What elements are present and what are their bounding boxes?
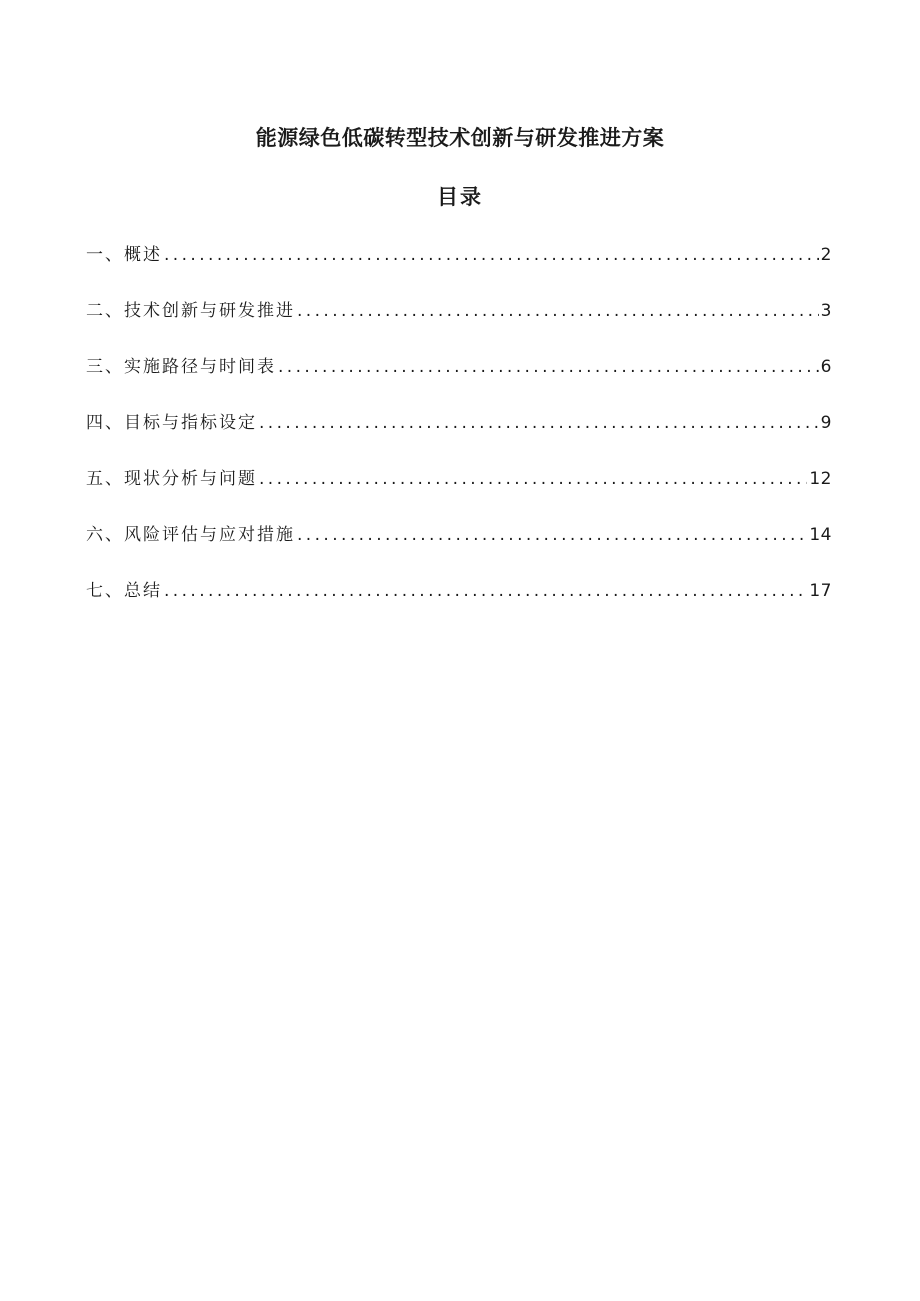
- toc-entry-page: 2: [820, 245, 832, 265]
- toc-entry-label: 二、技术创新与研发推进: [86, 301, 295, 321]
- toc-dot-leader: [259, 413, 819, 433]
- toc-heading: 目录: [437, 185, 483, 209]
- toc-entry-risk-assessment[interactable]: [86, 520, 832, 576]
- toc-entry-page: 17: [809, 581, 832, 601]
- toc-entry-summary[interactable]: [86, 576, 832, 632]
- table-of-contents: [86, 240, 832, 632]
- toc-entry-page: 9: [820, 413, 832, 433]
- toc-entry-label: 三、实施路径与时间表: [86, 357, 276, 377]
- toc-entry-label: 五、现状分析与问题: [86, 469, 257, 489]
- toc-entry-page: 6: [820, 357, 832, 377]
- toc-entry-goals[interactable]: [86, 408, 832, 464]
- toc-dot-leader: [297, 301, 819, 321]
- toc-dot-leader: [164, 581, 807, 601]
- toc-dot-leader: [297, 525, 807, 545]
- toc-entry-implementation-path[interactable]: [86, 352, 832, 408]
- toc-entry-overview[interactable]: [86, 240, 832, 296]
- toc-entry-label: 六、风险评估与应对措施: [86, 525, 295, 545]
- toc-entry-tech-innovation[interactable]: [86, 296, 832, 352]
- toc-entry-page: 3: [820, 301, 832, 321]
- toc-entry-status-analysis[interactable]: [86, 464, 832, 520]
- toc-entry-page: 14: [809, 525, 832, 545]
- toc-entry-label: 七、总结: [86, 581, 162, 601]
- toc-entry-label: 四、目标与指标设定: [86, 413, 257, 433]
- toc-dot-leader: [278, 357, 819, 377]
- toc-entry-page: 12: [809, 469, 832, 489]
- toc-entry-label: 一、概述: [86, 245, 162, 265]
- document-title: 能源绿色低碳转型技术创新与研发推进方案: [255, 126, 665, 150]
- toc-dot-leader: [259, 469, 807, 489]
- toc-dot-leader: [164, 245, 819, 265]
